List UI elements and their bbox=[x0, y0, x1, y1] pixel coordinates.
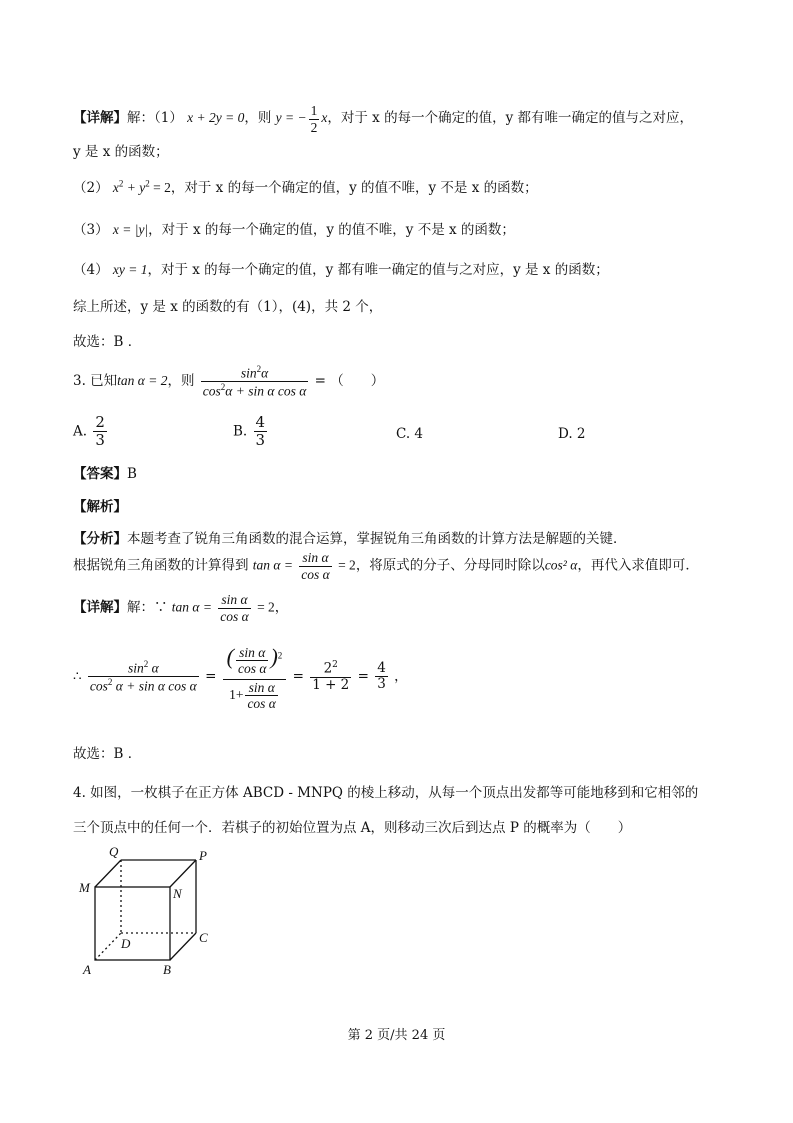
detail-line-2: （2） $x^2 + y^2 = 2$，对于 x 的每一个确定的值，y 的值不唯，y 不是 x 的函数； bbox=[73, 178, 538, 196]
detail-choice: 故选：B ． bbox=[73, 334, 142, 350]
detail-3-line: 【详解】解：∵ tan α = $\frac{\text{sin α}}{\text{cos α}}$ = 2， bbox=[73, 592, 289, 624]
detail-line-4: （4） xy = 1，对于 x 的每一个确定的值，y 都有唯一确定的值与之对应，y 是 x 的函数； bbox=[73, 262, 609, 278]
label-b: B bbox=[163, 962, 171, 977]
option-b: B. $\frac{4}{3}$ bbox=[233, 413, 266, 450]
analysis-tag: 【解析】 bbox=[73, 499, 127, 515]
question-4-line-2: 三个顶点中的任何一个．若棋子的初始位置为点 A，则移动三次后到达点 P 的概率为（ ） bbox=[73, 820, 632, 836]
detail-tag: 【详解】 bbox=[73, 110, 127, 127]
question-4-line-1: 4. 如图，一枚棋子在正方体 ABCD - MNPQ 的棱上移动，从每一个顶点出发都等可能地移到和它相邻的 bbox=[73, 785, 699, 801]
label-m: M bbox=[79, 880, 90, 895]
detail-line-1: 【详解】解：（1） x + 2y = 0，则 y = − $\frac{1}{2}$ x，对于 x 的每一个确定的值，y 都有唯一确定的值与之对应， bbox=[73, 103, 693, 135]
label-q: Q bbox=[109, 844, 119, 859]
question-3-stem: 3. 已知tan α = 2，则 $\frac{\sin^2\alpha}{\cos^2\alpha + \sin \alpha \cos \alpha}$ = （ ） bbox=[73, 364, 385, 399]
label-a: A bbox=[83, 962, 91, 977]
detail-summary: 综上所述，y 是 x 的函数的有（1），(4)，共 2 个， bbox=[73, 299, 383, 315]
option-c: C. 4 bbox=[396, 426, 424, 442]
question-3-expression: $\frac{\sin^2\alpha}{\cos^2\alpha + \sin \alpha \cos \alpha}$ bbox=[202, 364, 307, 399]
label-d: D bbox=[121, 936, 131, 951]
equation-1-solved: y = − $\frac{1}{2}$ x bbox=[275, 103, 328, 135]
option-d: D. 2 bbox=[558, 426, 586, 442]
page-footer: 第 2 页/共 24 页 bbox=[347, 1028, 446, 1043]
fenxi-line: 【分析】本题考查了锐角三角函数的混合运算，掌握锐角三角函数的计算方法是解题的关键． bbox=[73, 531, 627, 547]
option-a: A. $\frac{2}{3}$ bbox=[73, 413, 105, 450]
answer-line: 【答案】B bbox=[73, 466, 137, 482]
calc-line: 根据锐角三角函数的计算得到 tan α = $\frac{\text{sin α}}{\text{cos α}}$ = 2，将原式的分子、分母同时除以cos² α，再代入求值即可． bbox=[73, 550, 699, 582]
label-p: P bbox=[199, 848, 207, 863]
equation-4: xy = 1 bbox=[112, 262, 148, 277]
equation-2: $x^2 + y^2 = 2$ bbox=[112, 178, 171, 195]
label-c: C bbox=[199, 930, 208, 945]
equation-3: x = |y| bbox=[112, 222, 149, 237]
detail-line-3: （3） x = |y|，对于 x 的每一个确定的值，y 的值不唯，y 不是 x 的函数； bbox=[73, 222, 515, 238]
detail-3-choice: 故选：B ． bbox=[73, 746, 142, 762]
cube-figure bbox=[75, 842, 215, 982]
detail-line-1b: y 是 x 的函数； bbox=[73, 144, 169, 160]
label-n: N bbox=[173, 886, 182, 901]
detail-3-derivation: ∴ $\frac{\sin^2 \alpha}{\cos^2 \alpha + \sin \alpha \cos \alpha}$ = ( $\frac{\text{sin α}}{\text{cos α}}$ )$^2$ 1+ $\frac{\text{sin α}}{\text{cos α}}$ = $\frac{2^2}{1 + 2}$ = $\frac{4}{3}$ ， bbox=[73, 644, 408, 712]
equation-1: x + 2y = 0 bbox=[187, 110, 245, 126]
